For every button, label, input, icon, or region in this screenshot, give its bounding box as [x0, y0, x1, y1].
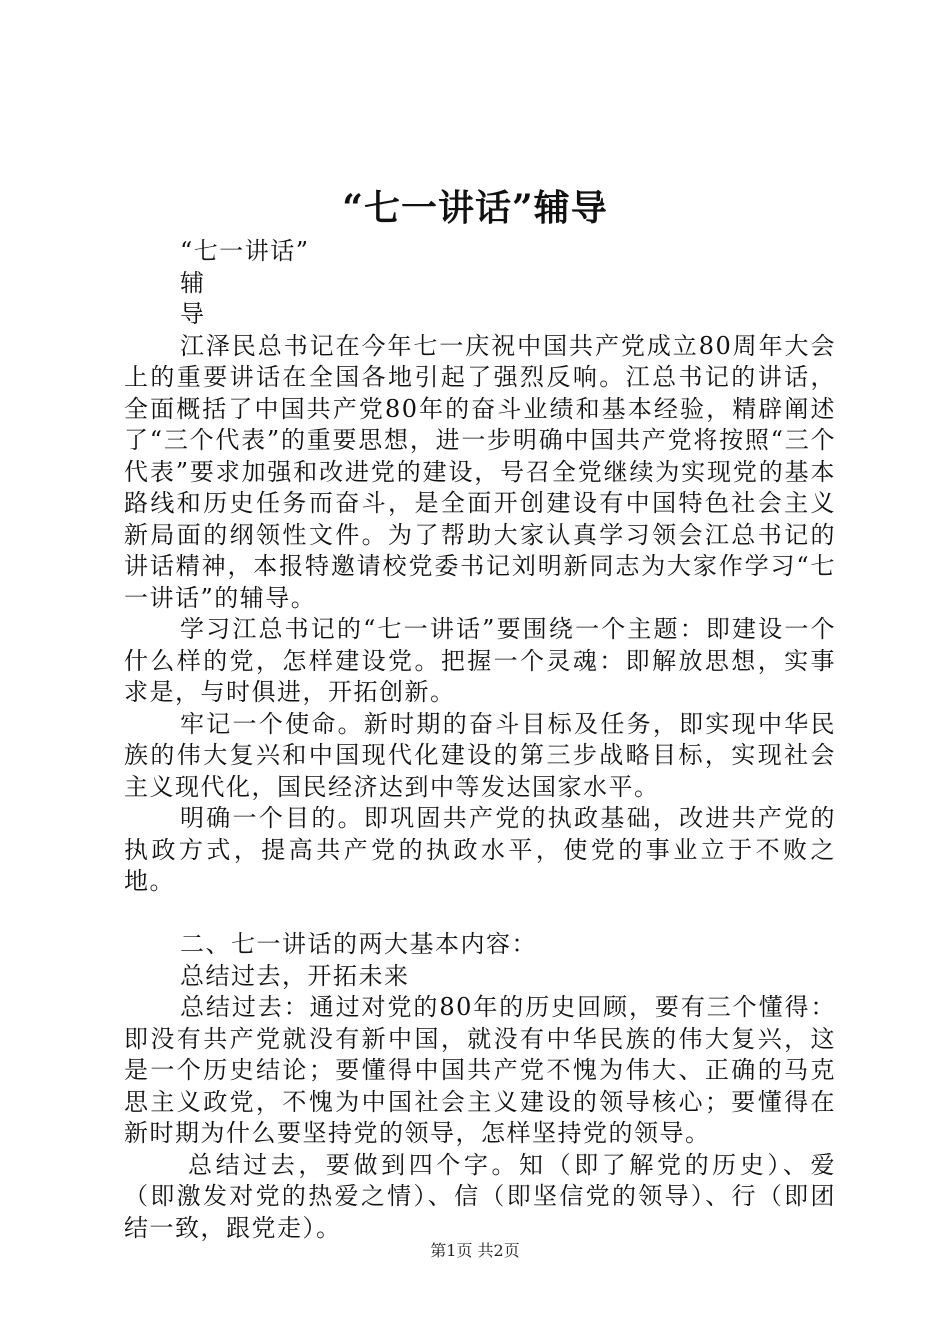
- paragraph-theme: 学习江总书记的“七一讲话”要围绕一个主题：即建设一个什么样的党，怎样建设党。把握一个灵魂：即解放思想，实事求是，与时俱进，开拓创新。: [124, 615, 836, 706]
- section-heading: 二、七一讲话的两大基本内容：: [180, 930, 537, 958]
- paragraph-summary: 总结过去：通过对党的80年的历史回顾，要有三个懂得：即没有共产党就没有新中国，就没有中华民族的伟大复兴，这是一个历史结论；要懂得中国共产党不愧为伟大、正确的马克思主义政党，不愧为中国社会主义建设的领导核心；要懂得在新时期为什么要坚持党的领导，怎样坚持党的领导。: [124, 993, 836, 1147]
- paragraph-four-words: 总结过去，要做到四个字。知（即了解党的历史）、爱（即激发对党的热爱之情）、信（即坚信党的领导）、行（即团结一致，跟党走）。: [124, 1150, 836, 1242]
- document-body: [124, 236, 836, 1244]
- page-footer: 第1页 共2页: [430, 1241, 520, 1260]
- paragraph-intro: 江泽民总书记在今年七一庆祝中国共产党成立80周年大会上的重要讲话在全国各地引起了强烈反响。江总书记的讲话，全面概括了中国共产党80年的奋斗业绩和基本经验，精辟阐述了“三个代表”的重要思想，进一步明确中国共产党将按照“三个代表”要求加强和改进党的建设，号召全党继续为实现党的基本路线和历史任务而奋斗，是全面开创建设有中国特色社会主义新局面的纲领性文件。为了帮助大家认真学习领会江总书记的讲话精神，本报特邀请校党委书记刘明新同志为大家作学习“七一讲话”的辅导。: [124, 331, 836, 612]
- header-line-dao: 导: [180, 300, 206, 328]
- header-line-fu: 辅: [180, 268, 206, 297]
- blank-line: [124, 898, 836, 930]
- header-line-quote: “七一讲话”: [180, 237, 310, 265]
- paragraph-purpose: 明确一个目的。即巩固共产党的执政基础，改进共产党的执政方式，提高共产党的执政水平，使党的事业立于不败之地。: [124, 804, 836, 895]
- paragraph-mission: 牢记一个使命。新时期的奋斗目标及任务，即实现中华民族的伟大复兴和中国现代化建设的第三步战略目标，实现社会主义现代化，国民经济达到中等发达国家水平。: [124, 709, 836, 801]
- subheading: 总结过去，开拓未来: [180, 961, 410, 990]
- document-title: “七一讲话”辅导: [342, 187, 608, 229]
